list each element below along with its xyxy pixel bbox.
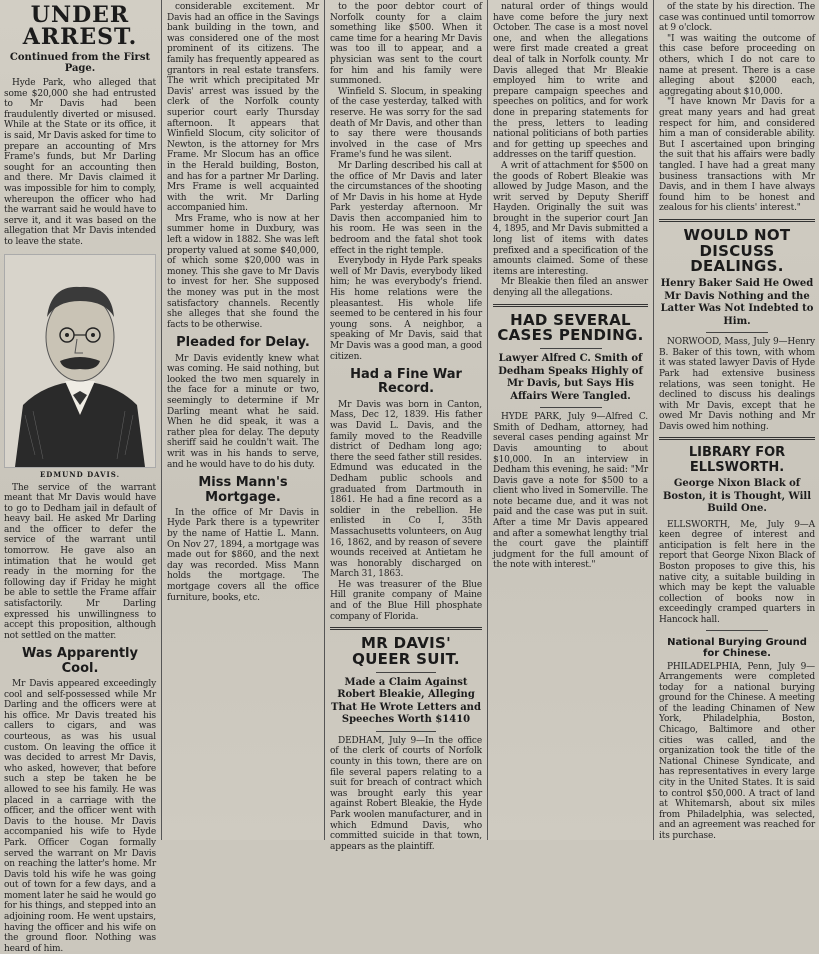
deck-library-ellsworth: George Nixon Black of Boston, it is Thought, Will Build One. — [662, 478, 812, 515]
column-1 — [0, 0, 160, 954]
article-paragraph: Mr Darling described his call at the office of Mr Davis and later the circumstances of the shooting of Mr Davis in his home at Hyde Park yesterday afternoon. Mr Davis then accompanied him to his room. He was seen in the bedroom and the fatal shot took effect in the right temple. — [330, 160, 482, 256]
article-paragraph: "I was waiting the outcome of this case before proceeding on others, which I do not care to name at present. There is a case alleging about $2000 each, aggregating about $10,000. — [659, 33, 815, 97]
divider — [706, 630, 768, 631]
article-paragraph: Hyde Park, who alleged that some $20,000 she had entrusted to Mr Davis had been fraudulently diverted or misused. While at the State or its office, it is said, Mr Davis asked for time to prepare an accounting of Mrs Frame's funds, but Mr Darling sought for an accounting then and there. Mr Davis claimed it was impossible for him to comply, whereupon the officer who had the warrant said he would have to serve it, and it was based on the allegation that Mr Davis intended to leave the state. — [4, 78, 156, 247]
article-paragraph: Mrs Frame, who is now at her summer home in Duxbury, was left a widow in 1882. She was left property valued at some $40,000, of which some $20,000 was in money. This she gave to Mr Davis to invest for her. She supposed the money was put in the most satisfactory channels. Recently she alleges that she found the facts to be otherwise. — [167, 213, 319, 330]
article-paragraph: NORWOOD, Mass, July 9—Henry B. Baker of this town, with whom it was stated lawyer Davis of Hyde Park had extensive business relations, was seen tonight. He declined to discuss his dealings with Mr Davis, except that he owed Mr Davis nothing and Mr Davis owed him nothing. — [659, 337, 815, 432]
deck-queer-suit: Made a Claim Against Robert Bleakie, Alleging That He Wrote Letters and Speeches Worth $1410 — [331, 676, 481, 726]
headline-burying-ground: National Burying Ground for Chinese. — [667, 636, 807, 659]
section-divider — [659, 437, 815, 440]
article-paragraph: He was treasurer of the Blue Hill granite company of Maine and of the Blue Hill phosphate company of Florida. — [330, 579, 482, 622]
article-paragraph: In the office of Mr Davis in Hyde Park there is a typewriter by the name of Hattie L. Mann. On Nov 27, 1894, a mortgage was made out for $860, and the next day was recorded. Miss Mann holds the mortgage. The mortgage covers all the office furniture, books, etc. — [167, 507, 319, 603]
article-paragraph: Mr Bleakie then filed an answer denying all the allegations. — [493, 277, 648, 299]
divider — [376, 672, 437, 673]
section-divider — [493, 304, 648, 307]
column-rule — [487, 0, 488, 840]
article-paragraph: Mr Davis evidently knew what was coming. He said nothing, but looked the two men squarely in the face for a minute or two, seemingly to determine if Mr Darling meant what he said. When he did speak, it was a rather plea for delay. The deputy sheriff said he couldn't wait. The writ was in his hands to serve, and he would have to do his duty. — [167, 353, 319, 470]
divider — [540, 407, 602, 408]
article-paragraph: considerable excitement. Mr Davis had an office in the Savings bank building in the town, and was considered one of the most prominent of its citizens. The family has frequently appeared as grantors in real estate transfers. The writ which precipitated Mr Davis' arrest was issued by the clerk of the Norfolk county superior court early Thursday afternoon. It appears that Winfield Slocum, city solicitor of Newton, is the attorney for Mrs Frame. Mr Slocum has an office in the Herald building, Boston, and has for a partner Mr Darling. Mrs Frame is well acquainted with the writ. Mr Darling accompanied him. — [167, 2, 319, 214]
article-paragraph: Mr Davis appeared exceedingly cool and self-possessed while Mr Darling and the officers were at his office. Mr Davis treated his callers to cigars, and was courteous, as was his usual custom. On leaving the office it was decided to arrest Mr Davis, who asked, however, that before such a step be taken he be allowed to see his family. He was placed in a carriage with the officer, and the officer went with Davis to the house. Mr Davis accompanied his wife to Hyde Park. Officer Cogan formally served the warrant on Mr Davis on reaching the latter's home. Mr Davis told his wife he was going out of town for a few days, and a moment later he said he would go for his things, and stepped into an adjoining room. He went upstairs, having the officer and his wife on the ground floor. Nothing was heard of him. — [4, 679, 156, 954]
article-paragraph: to the poor debtor court of Norfolk county for a claim something like $500. When it came time for a hearing Mr Davis was too ill to appear, and a physician was sent to the court for him and his family were summoned. — [330, 2, 482, 87]
subhead-pleaded-for-delay: Pleaded for Delay. — [176, 335, 310, 351]
portrait-illustration — [4, 254, 156, 468]
article-paragraph: DEDHAM, July 9—In the office of the clerk of courts of Norfolk county in this town, there are on file several papers relating to a suit for breach of contract which was brought early this year against Robert Bleakie, the Hyde Park woolen manufacturer, and in which Edmund Davis, who committed suicide in that town, appears as the plaintiff. — [330, 735, 482, 852]
subhead-fine-war-record: Had a Fine War Record. — [350, 367, 462, 397]
portrait-edmund-davis — [5, 255, 155, 467]
column-2 — [163, 0, 323, 840]
divider — [706, 332, 768, 333]
divider — [376, 731, 437, 732]
headline-queer-suit: MR DAVIS' QUEER SUIT. — [352, 634, 460, 668]
deck-several-cases: Lawyer Alfred C. Smith of Dedham Speaks Highly of Mr Davis, but Says His Affairs Were Tangled. — [498, 353, 643, 402]
article-paragraph: Mr Davis was born in Canton, Mass, Dec 12, 1839. His father was David L. Davis, and the family moved to the Readville district of Dedham long ago; there the seed father still resides. Edmund was educated in the Dedham public schools and graduated from Dartmouth in 1861. He had a fine record as a soldier in the rebellion. He enlisted in Co I, 35th Massachusetts volunteers, on Aug 16, 1862, and by reason of severe wounds received at Antietam he was honorably discharged on March 31, 1863. — [330, 399, 482, 580]
column-3 — [326, 0, 486, 852]
article-paragraph: A writ of attachment for $500 on the goods of Robert Bleakie was allowed by Judge Mason, and the writ served by Deputy Sheriff Hayden. Originally the suit was brought in the superior court Jan 4, 1895, and Mr Davis submitted a long list of items with dates prefixed and a specification of the amounts claimed. Some of these items are interesting. — [493, 160, 648, 277]
headline-would-not-discuss: WOULD NOT DISCUSS DEALINGS. — [683, 225, 791, 276]
article-paragraph: of the state by his direction. The case was continued until tomorrow at 9 o'clock. — [659, 2, 815, 34]
headline-under-arrest: UNDER ARREST. — [22, 2, 138, 50]
headline-library-ellsworth: LIBRARY FOR ELLSWORTH. — [688, 445, 786, 475]
section-divider — [330, 627, 482, 630]
article-paragraph: natural order of things would have come before the jury next October. The case is a most novel one, and when the allegations were first made created a great deal of talk in Norfolk county. Mr Davis alleged that Mr Bleakie employed him to write and prepare campaign speeches and speeches on politics, and for work done in preparing statements for the press, letters to leading national politicians of both parties and for getting up speeches and addresses on the tariff question. — [493, 2, 648, 161]
article-paragraph: ELLSWORTH, Me, July 9—A keen degree of interest and anticipation is felt here in the report that George Nixon Black of Boston proposes to give this, his native city, a suitable building in which may be kept the valuable collection of books now in exceedingly cramped quarters in Hancock hall. — [659, 519, 815, 625]
headline-several-cases: HAD SEVERAL CASES PENDING. — [497, 310, 644, 345]
section-divider — [659, 219, 815, 222]
column-rule — [653, 0, 654, 840]
divider — [540, 348, 602, 349]
column-5 — [655, 0, 819, 840]
article-paragraph: Winfield S. Slocum, in speaking of the case yesterday, talked with reserve. He was sorry for the sad death of Mr Davis, and other than to say there were thousands involved in the case of Mrs Frame's fund he was silent. — [330, 86, 482, 161]
column-4 — [489, 0, 652, 840]
continued-note: Continued from the First Page. — [9, 52, 151, 74]
article-paragraph: Everybody in Hyde Park speaks well of Mr Davis, everybody liked him; he was everybody's friend. His home relations were the pleasantest. His whole life seemed to be centered in his four young sons. A neighbor, a speaking of Mr Davis, said that Mr Davis was a good man, a good citizen. — [330, 256, 482, 362]
subhead-apparently-cool: Was Apparently Cool. — [22, 646, 138, 676]
deck-would-not-discuss: Henry Baker Said He Owed Mr Davis Nothing and the Latter Was Not Indebted to Him. — [660, 278, 814, 327]
subhead-miss-manns-mortgage: Miss Mann's Mortgage. — [198, 475, 288, 505]
article-paragraph: HYDE PARK, July 9—Alfred C. Smith of Dedham, attorney, had several cases pending against Mr Davis amounting to about $10,000. In an interview in Dedham this evening, he said: "Mr Davis gave a note for $500 to a client who lived in Somerville. The note became due, and it was not paid and the case was put in suit. After a time Mr Davis appeared and after a somewhat lengthy trial the court gave the plaintiff judgment for the full amount of the note with interest." — [493, 412, 648, 571]
column-rule — [161, 0, 162, 840]
portrait-caption: EDMUND DAVIS. — [39, 469, 121, 479]
column-rule — [324, 0, 325, 840]
article-paragraph: PHILADELPHIA, Penn, July 9—Arrangements were completed today for a national burying ground for the Chinese. A meeting of the leading Chinamen of New York, Philadelphia, Boston, Chicago, Baltimore and other cities was called, and the organization took the title of the National Chinese Syndicate, and has representatives in every large city in the United States. It is said to control $50,000. A tract of land at Whitemarsh, about six miles from Philadelphia, was selected, and an agreement was reached for its purchase. — [659, 661, 815, 841]
article-paragraph: "I have known Mr Davis for a great many years and had great respect for him, and considered him a man of considerable ability. But I ascertained upon bringing the suit that his affairs were badly tangled. I have had a great many business transactions with Mr Davis, and in them I have always found him to be honest and zealous for his clients' interest." — [659, 97, 815, 214]
article-paragraph: The service of the warrant meant that Mr Davis would have to go to Dedham jail in default of heavy bail. He asked Mr Darling and the officer to defer the service of the warrant until tomorrow. He gave also an intimation that he would get ready in the morning for the following day if Friday he might be able to settle the Frame affair satisfactorily. Mr Darling expressed his unwillingness to accept this proposition, although not settled on the matter. — [4, 482, 156, 641]
